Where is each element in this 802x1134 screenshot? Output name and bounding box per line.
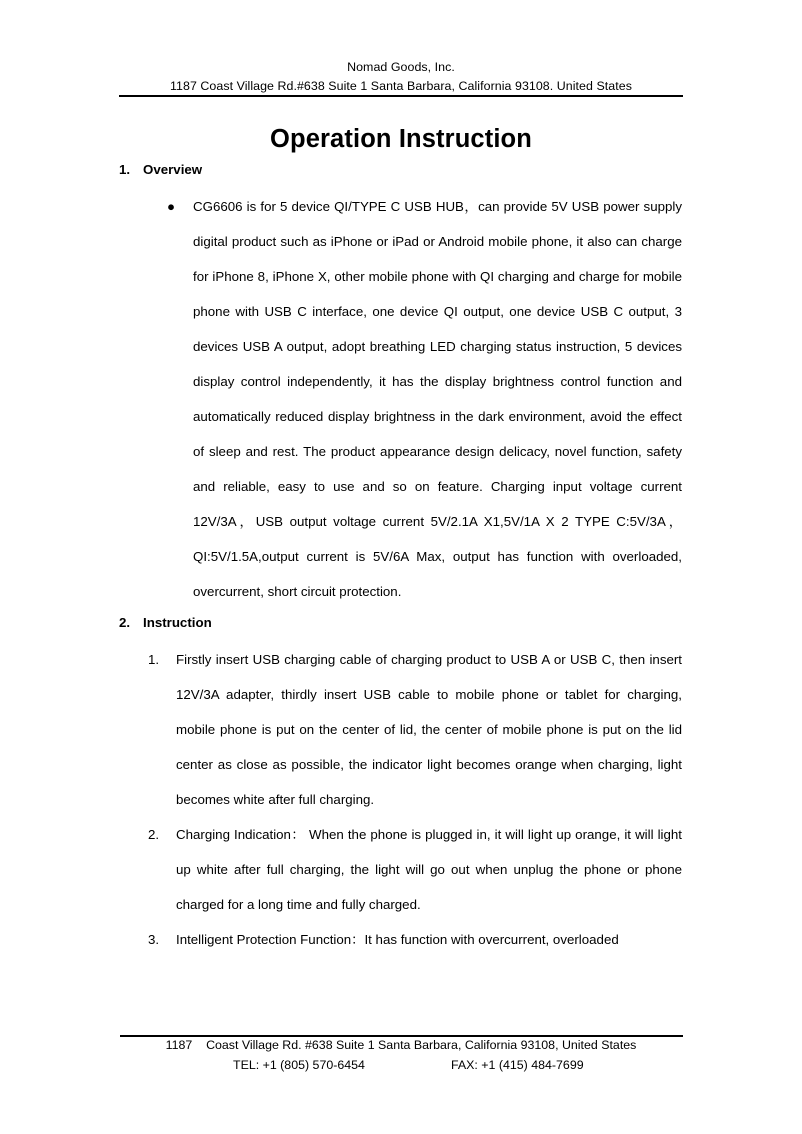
list-item-marker: 2. bbox=[148, 827, 160, 842]
bullet-icon: ● bbox=[167, 199, 176, 214]
list-item-text: Intelligent Protection Function：It has function with overcurrent, overloaded bbox=[176, 932, 619, 947]
page-header bbox=[119, 58, 683, 96]
footer-telephone: TEL: +1 (805) 570-6454 bbox=[233, 1058, 365, 1072]
instruction-list-item bbox=[148, 817, 682, 922]
section-marker: 1. bbox=[119, 162, 131, 177]
section-heading-label: Instruction bbox=[143, 615, 212, 630]
list-item-text: Charging Indication： When the phone is plugged in, it will light up orange, it will light up white after full charging, the light will go out when unplug the phone or phone charged for a long time and fully charged. bbox=[176, 827, 682, 912]
section-heading-instruction bbox=[119, 613, 683, 633]
page-title: Operation Instruction bbox=[270, 125, 532, 153]
footer-fax: FAX: +1 (415) 484-7699 bbox=[451, 1058, 584, 1072]
list-item-marker: 1. bbox=[148, 652, 160, 667]
footer-address: 1187 Coast Village Rd. #638 Suite 1 Santa Barbara, California 93108, United States bbox=[165, 1038, 637, 1052]
header-company-name: Nomad Goods, Inc. bbox=[347, 60, 455, 74]
document-body bbox=[0, 160, 802, 957]
section-marker: 2. bbox=[119, 615, 131, 630]
section-heading-overview bbox=[119, 160, 683, 180]
page-footer bbox=[119, 1035, 683, 1075]
instruction-list-item bbox=[148, 922, 682, 957]
overview-paragraph-text: CG6606 is for 5 device QI/TYPE C USB HUB，can provide 5V USB power supply digital product such as iPhone or iPad or Android mobile phone, it also can charge for iPhone 8, iPhone X, other mobile phone with QI charging and charge for mobile phone with USB C interface, one device QI output, one device USB C output, 3 devices USB A output, adopt breathing LED charging status instruction, 5 devices display control independently, it has the display brightness control function and automatically reduced display brightness in the dark environment, avoid the effect of sleep and rest. The product appearance design delicacy, novel function, safety and reliable, easy to use and so on feature. Charging input voltage current 12V/3A，USB output voltage current 5V/2.1A X1,5V/1A X 2 TYPE C:5V/3A，QI:5V/1.5A,output current is 5V/6A Max, output has function with overloaded, overcurrent, short circuit protection. bbox=[193, 199, 682, 599]
header-company-address: 1187 Coast Village Rd.#638 Suite 1 Santa Barbara, California 93108. United States bbox=[170, 79, 632, 93]
overview-bullet-item bbox=[167, 189, 682, 609]
list-item-marker: 3. bbox=[148, 932, 160, 947]
section-heading-label: Overview bbox=[143, 162, 203, 177]
list-item-text: Firstly insert USB charging cable of charging product to USB A or USB C, then insert 12V/3A adapter, thirdly insert USB cable to mobile phone or tablet for charging, mobile phone is put on the center of lid, the center of mobile phone is put on the lid center as close as possible, the indicator light becomes orange when charging, light becomes white after full charging. bbox=[176, 652, 682, 807]
header-divider bbox=[119, 95, 683, 97]
footer-contact-row bbox=[119, 1056, 683, 1075]
instruction-list-item bbox=[148, 642, 682, 817]
